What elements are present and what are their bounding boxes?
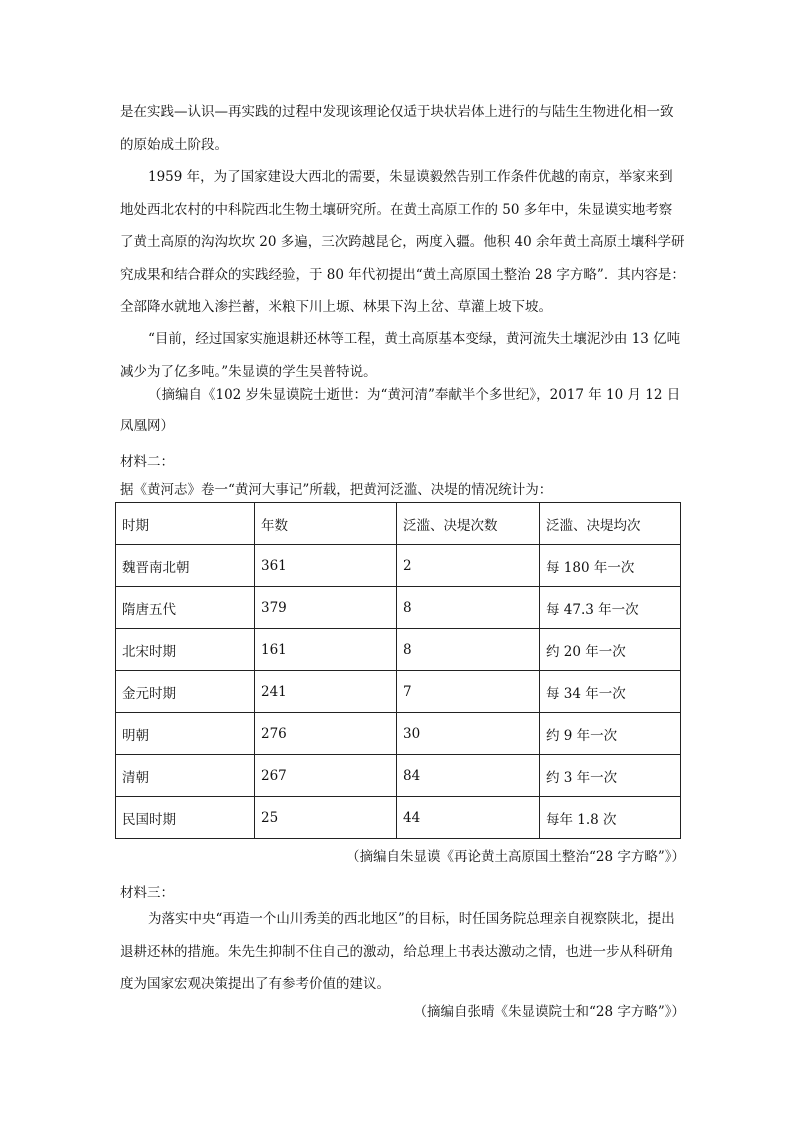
table-cell: 2	[397, 545, 540, 587]
header-cell: 泛滥、决堤均次	[540, 503, 681, 545]
table-cell: 25	[255, 797, 397, 839]
paragraph-reforestation: 为落实中央“再造一个山川秀美的西北地区”的目标，时任国务院总理亲自视察陕北，提出退耕还林的措施。朱先生抑制不住自己的激动，给总理上书表达激动之情，也进一步从科研角度为国家宏观决策提出了有参考价值的建议。	[120, 911, 675, 992]
table-cell: 每年 1.8 次	[540, 797, 681, 839]
table-cell: 267	[255, 755, 397, 797]
table-header-row	[116, 503, 681, 545]
table-row	[116, 587, 681, 629]
material-3-label: 材料三：	[120, 885, 174, 901]
source-citation-3: （摘编自张晴《朱显谟院士和“28 字方略”》）	[413, 1004, 685, 1020]
table-cell: 379	[255, 587, 397, 629]
table-cell: 魏晋南北朝	[116, 545, 255, 587]
table-row	[116, 755, 681, 797]
table-cell: 361	[255, 545, 397, 587]
table-cell: 7	[397, 671, 540, 713]
table-cell: 约 3 年一次	[540, 755, 681, 797]
table-cell: 8	[397, 629, 540, 671]
paragraph-current-greening: “目前，经过国家实施退耕还林等工程，黄土高原基本变绿，黄河流失土壤泥沙由 13 亿吨减少为了亿多吨。”朱显谟的学生吴普特说。	[120, 331, 681, 380]
paragraph-1959-northwest: 1959 年，为了国家建设大西北的需要，朱显谟毅然告别工作条件优越的南京，举家来到地处西北农村的中科院西北生物土壤研究所。在黄土高原工作的 50 多年中，朱显谟实地考察了黄土高原的沟沟坎坎 20 多遍，三次跨越昆仑，两度入疆。他积 40 余年黄土高原土壤科学研究成果和结合群众的实践经验，于 80 年代初提出“黄土高原国土整治 28 字方略”．其内容是：全部降水就地入渗拦蓄，米粮下川上塬、林果下沟上岔、草灌上坡下坡。	[120, 169, 685, 315]
header-cell: 年数	[255, 503, 397, 545]
table-cell: 276	[255, 713, 397, 755]
table-cell: 约 20 年一次	[540, 629, 681, 671]
table-row	[116, 797, 681, 839]
table-cell: 241	[255, 671, 397, 713]
table-cell: 30	[397, 713, 540, 755]
paragraph-practice-theory: 是在实践—认识—再实践的过程中发现该理论仅适于块状岩体上进行的与陆生生物进化相一致的原始成土阶段。	[120, 104, 674, 153]
table-cell: 每 34 年一次	[540, 671, 681, 713]
table-cell: 每 47.3 年一次	[540, 587, 681, 629]
table-cell: 北宋时期	[116, 629, 255, 671]
table-cell: 84	[397, 755, 540, 797]
table-row	[116, 629, 681, 671]
table-cell: 明朝	[116, 713, 255, 755]
table-cell: 民国时期	[116, 797, 255, 839]
table-cell: 清朝	[116, 755, 255, 797]
table-cell: 隋唐五代	[116, 587, 255, 629]
table-cell: 每 180 年一次	[540, 545, 681, 587]
table-cell: 8	[397, 587, 540, 629]
source-citation-1: （摘编自《102 岁朱显谟院士逝世：为“黄河清”奉献半个多世纪》，2017 年 10 月 12 日凤凰网）	[120, 387, 681, 434]
source-citation-2: （摘编自朱显谟《再论黄土高原国土整治“28 字方略”》）	[345, 849, 685, 865]
table-row	[116, 545, 681, 587]
table-cell: 约 9 年一次	[540, 713, 681, 755]
table-cell: 44	[397, 797, 540, 839]
flood-statistics-table	[115, 502, 681, 839]
table-cell: 161	[255, 629, 397, 671]
header-cell: 泛滥、决堤次数	[397, 503, 540, 545]
table-row	[116, 713, 681, 755]
table-cell: 金元时期	[116, 671, 255, 713]
table-intro: 据《黄河志》卷一“黄河大事记”所载，把黄河泛滥、决堤的情况统计为：	[120, 482, 553, 498]
table-row	[116, 671, 681, 713]
header-cell: 时期	[116, 503, 255, 545]
material-2-label: 材料二：	[120, 454, 174, 470]
